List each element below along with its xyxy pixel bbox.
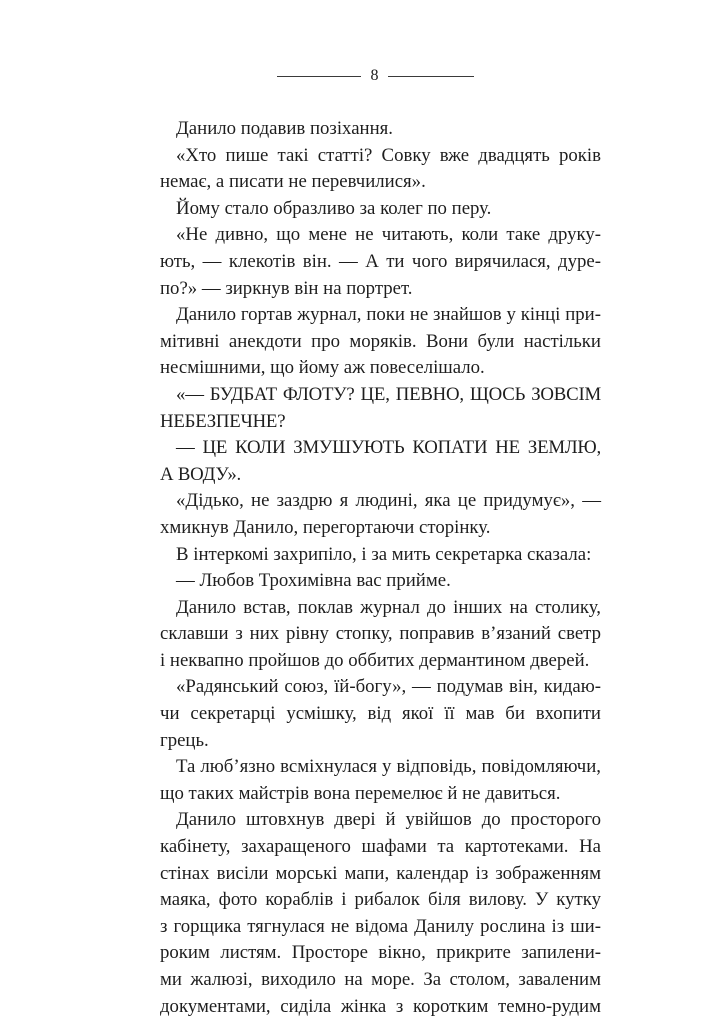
running-header [0, 63, 720, 89]
text-line: по?» — зиркнув він на портрет. [160, 277, 413, 299]
paragraph-joke-question [160, 382, 601, 435]
text-line: ми жалюзі, виходило на море. За столом, заваленим [160, 969, 601, 990]
text-line: «— БУДБАТ ФЛОТУ? ЦЕ, ПЕВНО, ЩОСЬ ЗОВСІМ [176, 383, 601, 405]
paragraph-10 [160, 568, 601, 595]
paragraph-2 [160, 143, 601, 196]
text-line: Данило гортав журнал, поки не знайшов у кінці при- [176, 304, 601, 326]
header-rule-left [277, 76, 361, 77]
paragraph-14 [160, 807, 601, 1020]
paragraph-12 [160, 674, 601, 754]
text-line: Данило подавив позіхання. [176, 118, 393, 139]
text-line: мітивні анекдоти про моряків. Вони були настільки [160, 330, 601, 352]
page-number: 8 [370, 67, 379, 84]
paragraph-joke-answer [160, 435, 601, 488]
paragraph-4 [160, 222, 601, 302]
text-line: чи секретарці усмішку, від якої її мав би вхопити грець. [160, 703, 601, 751]
text-line: Та люб’язно всміхнулася у відповідь, повідомляючи, [176, 756, 601, 778]
text-line: несмішними, що йому аж повеселішало. [160, 357, 485, 379]
text-line: «Дідько, не заздрю я людині, яка це придумує», — [176, 490, 601, 512]
text-line: ють, — клекотів він. — А ти чого вирячилася, дуре- [160, 250, 601, 272]
text-line: кабінету, захаращеного шафами та картотеками. На [160, 836, 601, 858]
text-line: стінах висіли морські мапи, календар із зображенням [160, 862, 601, 884]
text-line: НЕБЕЗПЕЧНЕ? [160, 410, 286, 432]
text-line: — ЦЕ КОЛИ ЗМУШУЮТЬ КОПАТИ НЕ ЗЕМЛЮ, [176, 437, 601, 459]
paragraph-1 [160, 116, 601, 143]
text-line: немає, а писати не перевчилися». [160, 171, 426, 193]
text-line: «Радянський союз, їй-богу», — подумав він, кидаю- [176, 676, 601, 698]
text-line: «Хто пише такі статті? Совку вже двадцять років [176, 144, 601, 166]
header-rule-right [388, 76, 474, 77]
text-line: Йому стало образливо за колег по перу. [176, 197, 492, 219]
body-text [160, 116, 601, 1020]
text-line: Данило штовхнув двері й увійшов до просторого [176, 809, 601, 831]
paragraph-13 [160, 754, 601, 807]
text-line: маяка, фото кораблів і рибалок біля вилову. У кутку [160, 889, 601, 911]
text-line: хмикнув Данило, перегортаючи сторінку. [160, 516, 491, 538]
text-line: роким листям. Просторе вікно, прикрите запилени- [160, 942, 601, 964]
text-line: — Любов Трохимівна вас прийме. [176, 570, 451, 592]
text-line: документами, сиділа жінка з коротким темно-рудим [160, 995, 601, 1017]
text-line: що таких майстрів вона перемелює й не давиться. [160, 782, 561, 804]
text-line: з горщика тягнулася не відома Данилу рослина із ши- [160, 915, 601, 937]
text-line: В інтеркомі захрипіло, і за мить секретарка сказала: [176, 543, 592, 565]
paragraph-5 [160, 302, 601, 382]
paragraph-11 [160, 595, 601, 675]
text-line: склавши з них рівну стопку, поправив в’язаний светр [160, 623, 601, 645]
paragraph-9 [160, 542, 601, 569]
paragraph-8 [160, 488, 601, 541]
text-line: «Не дивно, що мене не читають, коли таке друку- [176, 224, 601, 246]
text-line: і неквапно пройшов до оббитих дермантином дверей. [160, 649, 590, 671]
paragraph-3 [160, 196, 601, 223]
text-line: А ВОДУ». [160, 463, 242, 485]
text-line: Данило встав, поклав журнал до інших на столику, [176, 596, 601, 618]
